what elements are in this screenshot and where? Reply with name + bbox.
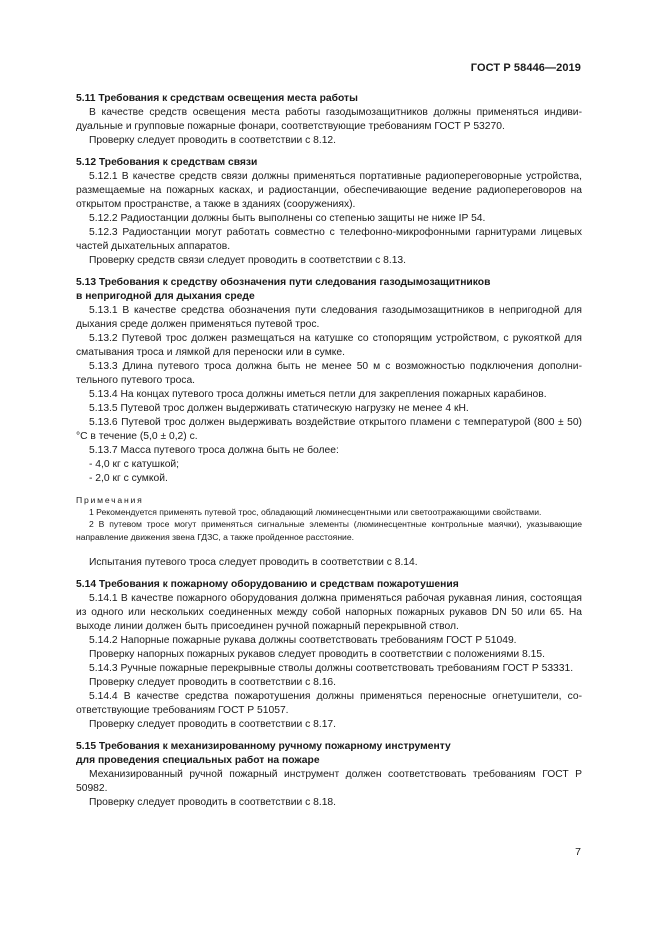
paragraph: Проверку средств связи следует проводить в соответствии с 8.13. — [89, 255, 407, 266]
paragraph: 5.13.3 Длина путевого троса должна быть не менее 50 м с возможностью подключения дополнительного путевого троса. — [76, 361, 582, 386]
note: 2 В путевом тросе могут применяться сигнальные элементы (люминесцентные контрольные маячки), указывающие направление движения звена ГДЗС, а также пройденное расстояние. — [76, 519, 582, 542]
paragraph: 5.14.1 В качестве пожарного оборудования должна применяться рабочая рукавная линия, состоящая из одного или нескольких соединенных между собой напорных пожарных рукавов DN 50 или 65. На выходе линии должен быть присоединен ручной пожарный перекрывной ствол. — [76, 592, 582, 632]
paragraph: 5.13.2 Путевой трос должен размещаться на катушке со стопорящим устройством, с рукояткой для сматывания троса и лямкой для переноски или в сумке. — [76, 333, 582, 358]
list-item: - 2,0 кг с сумкой. — [89, 473, 168, 484]
paragraph: 5.14.4 В качестве средства пожаротушения должны применяться переносные огнетушители, соответствующие требованиям ГОСТ Р 51057. — [76, 690, 582, 716]
section-heading-line: в непригодной для дыхания среде — [76, 291, 255, 302]
paragraph: Механизированный ручной пожарный инструмент должен соответствовать требованиям ГОСТ Р 50982. — [76, 768, 582, 794]
note: 1 Рекомендуется применять путевой трос, обладающий люминесцентными или светоотражающими свойствами. — [89, 507, 542, 518]
paragraph: 5.13.4 На концах путевого троса должны иметься петли для закрепления пожарных карабинов. — [89, 389, 547, 400]
paragraph: Испытания путевого троса следует проводить в соответствии с 8.14. — [89, 556, 418, 568]
paragraph: 5.13.7 Масса путевого троса должна быть не более: — [89, 445, 339, 456]
page-number: 7 — [575, 846, 581, 858]
section-heading: 5.14 Требования к пожарному оборудованию и средствам пожаротушения — [76, 578, 459, 590]
section-heading-line: для проведения специальных работ на пожаре — [76, 754, 320, 766]
section-heading — [76, 740, 582, 768]
paragraph: 5.12.2 Радиостанции должны быть выполнены со степенью защиты не ниже IP 54. — [89, 213, 486, 224]
paragraph: 5.13.6 Путевой трос должен выдерживать воздействие открытого пламени с температурой (800 ± 50) °С в течение (5,0 ± 0,2) с. — [76, 417, 582, 442]
paragraph: 5.13.1 В качестве средства обозначения пути следования газодымозащитников в непригодной для дыхания среде должен применяться путевой трос. — [76, 305, 582, 330]
section-heading-line: 5.15 Требования к механизированному ручному пожарному инструменту — [76, 740, 451, 752]
paragraph: Проверку следует проводить в соответствии с 8.16. — [89, 676, 337, 688]
section-heading-line: 5.13 Требования к средству обозначения пути следования газодымозащитников — [76, 277, 491, 288]
paragraph: В качестве средств освещения места работы газодымозащитников должны применяться индивидуальные и групповые пожарные фонари, соответствующие требованиям ГОСТ Р 53270. — [76, 107, 582, 132]
section-heading — [76, 276, 582, 304]
paragraph: 5.12.1 В качестве средств связи должны применяться портативные радиопереговорные устройства, размещаемые на пожарных касках, и радиостанции, обеспечивающие ведение радиопереговоров на открытом пространстве, а также в зданиях (сооружениях). — [76, 171, 582, 210]
page-content — [76, 92, 582, 810]
section-5-14 — [76, 578, 582, 732]
paragraph: Проверку напорных пожарных рукавов следует проводить в соответствии с положениями 8.15. — [89, 648, 545, 660]
notes-block — [76, 494, 582, 543]
paragraph: 5.13.5 Путевой трос должен выдерживать статическую нагрузку не менее 4 кН. — [89, 403, 469, 414]
section-5-13 — [76, 276, 582, 570]
section-5-11 — [76, 92, 582, 148]
section-heading: 5.11 Требования к средствам освещения места работы — [76, 93, 358, 104]
paragraph: Проверку следует проводить в соответствии с 8.12. — [89, 135, 337, 146]
paragraph: 5.14.3 Ручные пожарные перекрывные стволы должны соответствовать требованиям ГОСТ Р 53331. — [89, 662, 574, 674]
list-item: - 4,0 кг с катушкой; — [89, 459, 180, 470]
section-5-12 — [76, 156, 582, 268]
paragraph: Проверку следует проводить в соответствии с 8.17. — [89, 718, 337, 730]
paragraph: 5.12.3 Радиостанции могут работать совместно с телефонно-микрофонными гарнитурами лицевых частей дыхательных аппаратов. — [76, 227, 582, 252]
paragraph: Проверку следует проводить в соответствии с 8.18. — [89, 796, 337, 808]
paragraph: 5.14.2 Напорные пожарные рукава должны соответствовать требованиям ГОСТ Р 51049. — [89, 634, 517, 646]
standard-designation: ГОСТ Р 58446—2019 — [470, 62, 581, 74]
section-heading: 5.12 Требования к средствам связи — [76, 157, 258, 168]
section-5-15 — [76, 740, 582, 810]
notes-title: Примечания — [76, 495, 144, 505]
